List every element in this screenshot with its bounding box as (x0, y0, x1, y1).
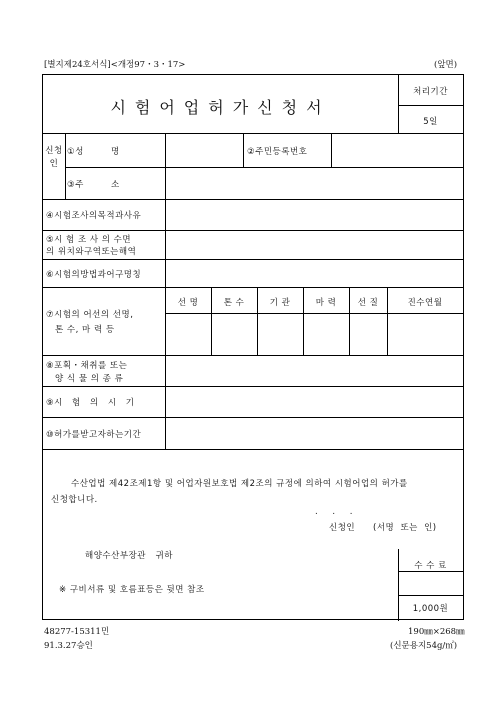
approval-date: 91.3.27승인 (44, 641, 93, 651)
fee-stamp-area (399, 572, 463, 594)
date-marks: . . . (315, 507, 359, 517)
paper-type: (신문용지54g/㎡) (390, 641, 458, 651)
paper-size: 190㎜×268㎜ (408, 627, 465, 637)
addressee: 해양수산부장관 귀하 (85, 551, 174, 561)
attachments-note: ※ 구비서류 및 호름표등은 뒷면 참조 (59, 585, 205, 595)
period-field[interactable] (166, 387, 462, 416)
method-field[interactable] (166, 260, 462, 286)
form-title: 시험어업허가신청서 (110, 98, 331, 117)
vessel-label-line2: 톤 수, 마 력 등 (55, 325, 115, 335)
permit-period-label: ⑩허가를받고자하는기간 (46, 430, 142, 440)
vessel-col-name: 선 명 (177, 298, 199, 308)
address-field[interactable] (166, 168, 462, 198)
signature-applicant-label: 신청인 (329, 523, 356, 533)
location-field[interactable] (166, 231, 462, 258)
resident-number-label: ②주민등록번호 (247, 147, 308, 157)
statement-line2: 신청합니다. (51, 495, 98, 505)
page-side: (앞면) (434, 60, 458, 70)
vessel-col-horsepower: 마 력 (315, 298, 337, 308)
vessel-col-tonnage: 톤 수 (223, 298, 245, 308)
application-form-table (42, 74, 464, 620)
catch-label-line1: ⑧포획・채취를 또는 (46, 361, 128, 371)
name-label: ①성 명 (67, 147, 120, 157)
fee-label: 수 수 료 (414, 561, 447, 571)
method-label: ⑥시험의방법과어구명칭 (46, 270, 142, 280)
vessel-col-launch-date: 진수연월 (407, 298, 443, 308)
fee-value: 1,000원 (412, 604, 449, 614)
vessel-col-engine: 기 관 (269, 298, 291, 308)
resident-number-field[interactable] (332, 134, 462, 166)
applicant-group-label: 신청인 (45, 146, 63, 169)
name-field[interactable] (166, 134, 242, 166)
form-code: 48277-15311민 (44, 627, 110, 637)
address-label: ③주 소 (67, 180, 120, 190)
processing-period-value: 5일 (423, 117, 438, 127)
processing-period-label: 처리기간 (413, 87, 448, 97)
vessel-col-hull: 선 질 (357, 298, 379, 308)
statement-line1: 수산업법 제42조제1항 및 어업자원보호법 제2조의 규정에 의하여 시험어업의 허가를 (71, 479, 408, 489)
form-id: [별지제24호서식]<개정97・3・17> (44, 60, 186, 70)
catch-field[interactable] (166, 356, 462, 385)
location-label-line1: ⑤시 험 조 사 의 수면 (46, 235, 132, 245)
location-label-line2: 의 위치와구역또는해역 (46, 247, 137, 257)
period-label: ⑨시 험 의 시 기 (46, 398, 135, 408)
signature-sign-label: (서명 또는 인) (373, 523, 437, 533)
vessel-label-line1: ⑦시험의 어선의 선명, (46, 310, 134, 320)
purpose-field[interactable] (166, 200, 462, 229)
permit-period-field[interactable] (166, 418, 462, 448)
purpose-label: ④시험조사의목적과사유 (46, 211, 142, 221)
catch-label-line2: 양 식 물 의 종 류 (55, 374, 124, 384)
